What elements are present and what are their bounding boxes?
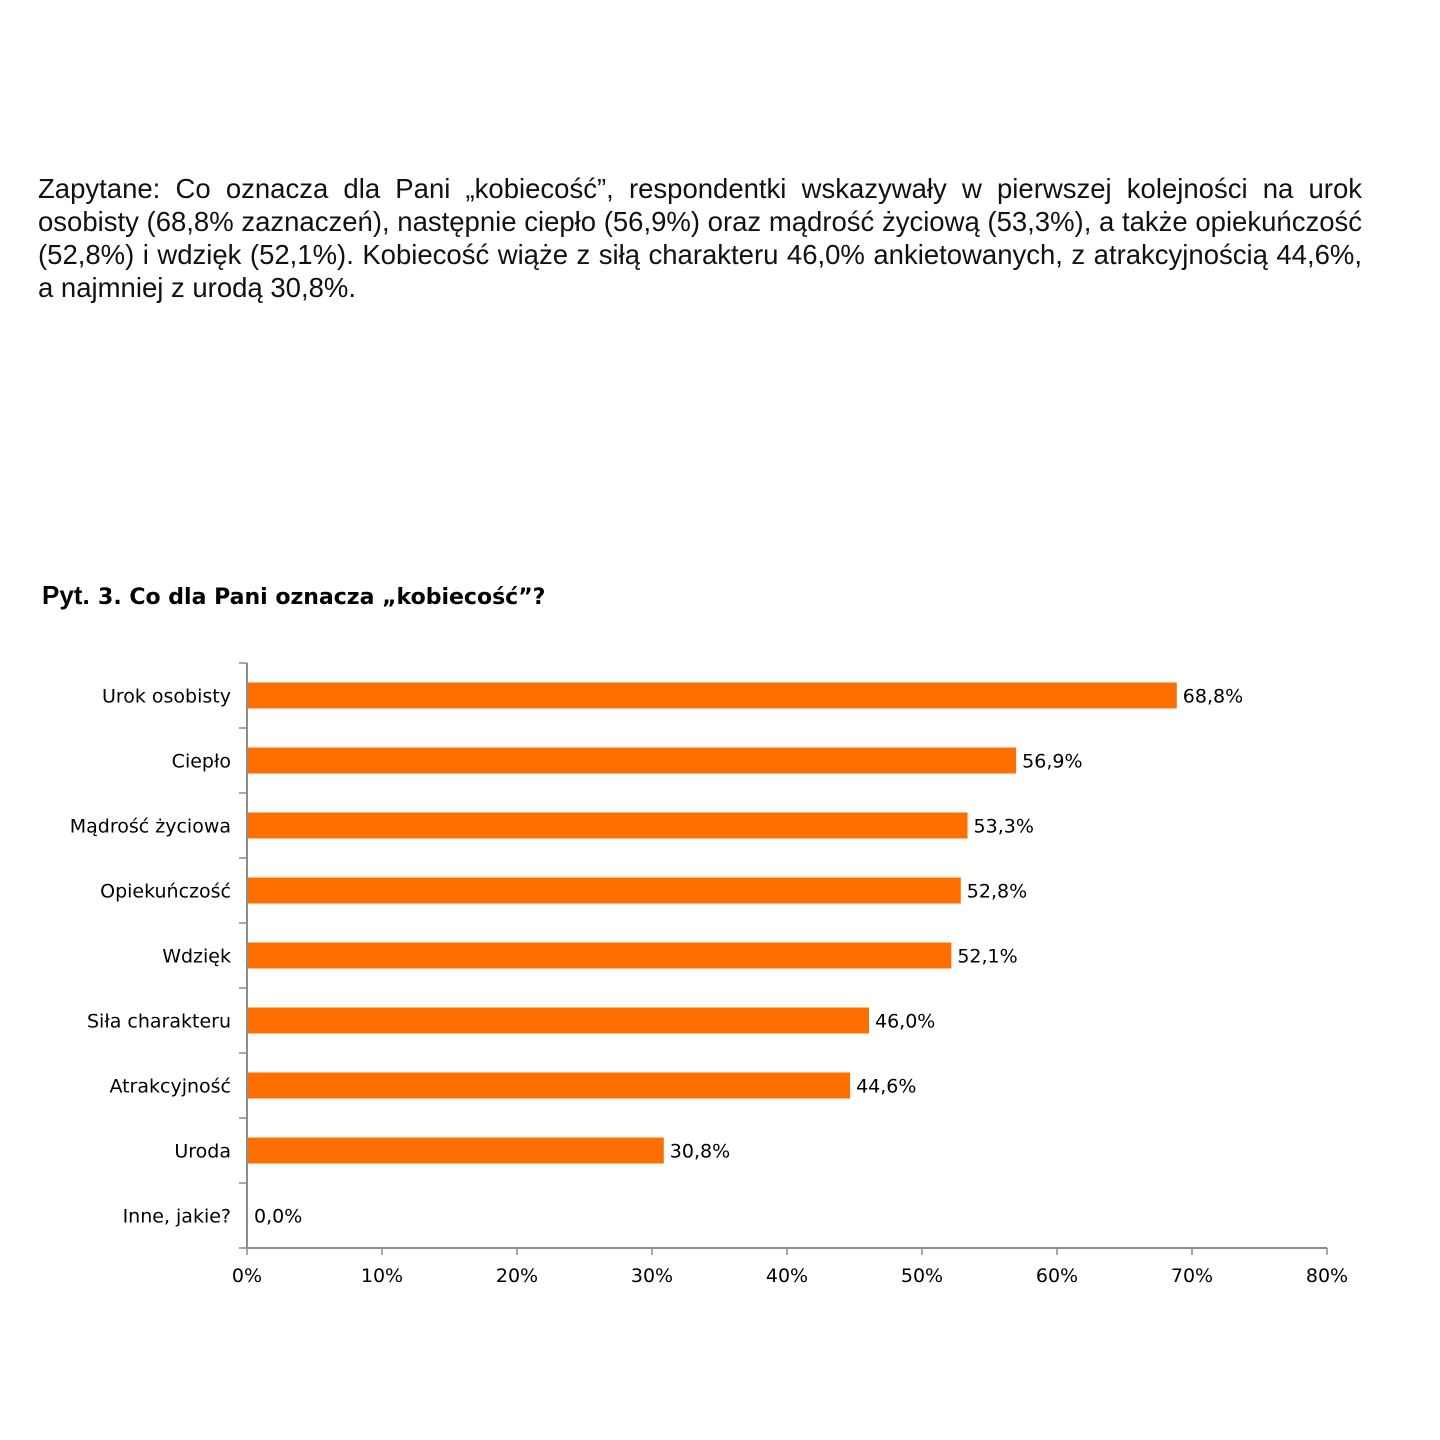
category-label: Opiekuńczość: [100, 880, 231, 903]
bar: [248, 1073, 850, 1099]
bar: [248, 1008, 869, 1034]
x-tick-label: 30%: [630, 1265, 674, 1287]
data-label: 52,8%: [966, 880, 1028, 903]
x-tick-label: 70%: [1170, 1265, 1214, 1287]
bar: [248, 748, 1016, 774]
category-label: Atrakcyjność: [109, 1075, 231, 1098]
category-label: Wdzięk: [162, 945, 231, 968]
x-tick-label: 0%: [231, 1265, 263, 1287]
bar: [248, 813, 968, 839]
question-prefix: Pyt.: [42, 580, 90, 610]
category-label: Mądrość życiowa: [69, 815, 231, 838]
bar: [248, 943, 951, 969]
data-label: 0,0%: [254, 1205, 303, 1228]
intro-paragraph: Zapytane: Co oznacza dla Pani „kobiecość”, respondentki wskazywały w pierwszej kolejności na urok osobisty (68,8% zaznaczeń), następnie ciepło (56,9%) oraz mądrość życiową (53,3%), a także opiekuńczość (52,8%) i wdzięk (52,1%). Kobiecość wiąże z siłą charakteru 46,0% ankietowanych, z atrakcyjnością 44,6%, a najmniej z urodą 30,8%.: [38, 173, 1362, 303]
category-label: Ciepło: [171, 750, 231, 773]
bar: [248, 1138, 664, 1164]
category-label: Uroda: [174, 1140, 231, 1163]
data-label: 68,8%: [1182, 685, 1244, 708]
data-label: 53,3%: [973, 815, 1034, 838]
question-text: 3. Co dla Pani oznacza „kobiecość”?: [98, 585, 546, 610]
bar: [248, 878, 961, 904]
x-tick-label: 80%: [1305, 1265, 1349, 1287]
data-label: 46,0%: [875, 1010, 936, 1033]
category-label: Inne, jakie?: [122, 1205, 231, 1228]
data-label: 56,9%: [1022, 750, 1083, 773]
bar: [248, 683, 1177, 709]
data-label: 30,8%: [669, 1140, 731, 1163]
data-label: 52,1%: [957, 945, 1018, 968]
x-tick-label: 60%: [1035, 1265, 1079, 1287]
category-label: Siła charakteru: [86, 1010, 231, 1033]
x-tick-label: 20%: [495, 1265, 539, 1287]
x-tick-label: 50%: [900, 1265, 944, 1287]
x-tick-label: 10%: [360, 1265, 404, 1287]
data-label: 44,6%: [856, 1075, 917, 1098]
category-label: Urok osobisty: [101, 685, 231, 708]
x-tick-label: 40%: [765, 1265, 809, 1287]
